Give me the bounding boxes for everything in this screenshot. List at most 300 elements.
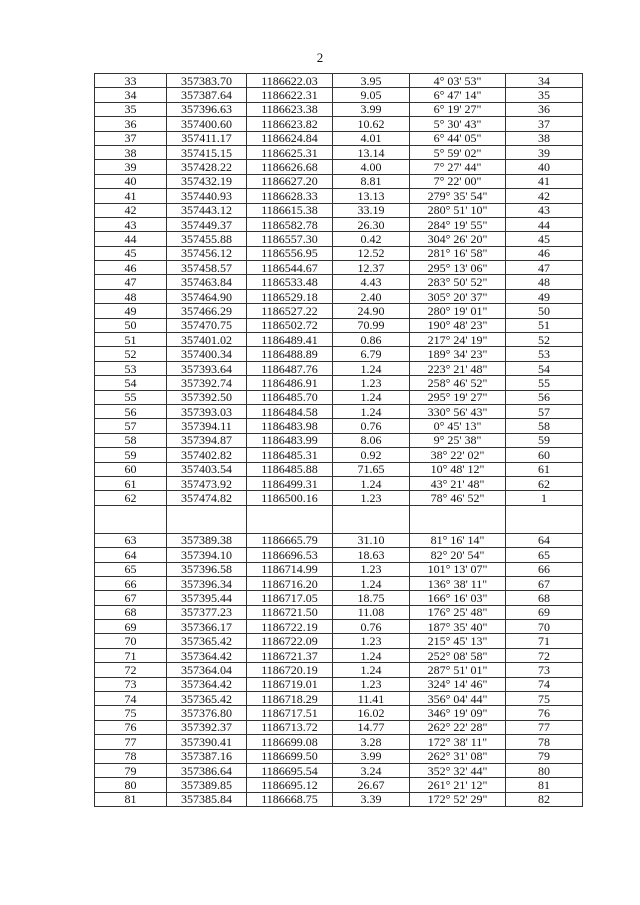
bearing-cell: 262° 31' 08" bbox=[410, 749, 506, 763]
point-number-cell: 50 bbox=[95, 318, 167, 332]
y-coordinate-cell: 1186557.30 bbox=[247, 232, 333, 246]
distance-cell: 26.30 bbox=[333, 217, 410, 231]
next-point-cell: 82 bbox=[506, 792, 583, 806]
distance-cell: 3.99 bbox=[333, 749, 410, 763]
point-number-cell: 63 bbox=[95, 533, 167, 547]
bearing-cell: 281° 16' 58" bbox=[410, 246, 506, 260]
point-number-cell: 51 bbox=[95, 333, 167, 347]
y-coordinate-cell: 1186722.19 bbox=[247, 620, 333, 634]
bearing-cell: 261° 21' 12" bbox=[410, 778, 506, 792]
x-coordinate-cell: 357415.15 bbox=[167, 145, 247, 159]
point-number-cell: 35 bbox=[95, 102, 167, 116]
next-point-cell: 55 bbox=[506, 376, 583, 390]
x-coordinate-cell: 357432.19 bbox=[167, 174, 247, 188]
point-number-cell: 59 bbox=[95, 448, 167, 462]
y-coordinate-cell: 1186625.31 bbox=[247, 145, 333, 159]
y-coordinate-cell: 1186483.99 bbox=[247, 433, 333, 447]
next-point-cell: 73 bbox=[506, 663, 583, 677]
table-row bbox=[95, 533, 583, 547]
next-point-cell: 80 bbox=[506, 763, 583, 777]
table-row bbox=[95, 261, 583, 275]
y-coordinate-cell: 1186720.19 bbox=[247, 663, 333, 677]
bearing-cell: 187° 35' 40" bbox=[410, 620, 506, 634]
point-number-cell: 69 bbox=[95, 620, 167, 634]
distance-cell: 12.52 bbox=[333, 246, 410, 260]
distance-cell: 2.40 bbox=[333, 289, 410, 303]
table-row bbox=[95, 376, 583, 390]
bearing-cell: 283° 50' 52" bbox=[410, 275, 506, 289]
distance-cell: 1.24 bbox=[333, 404, 410, 418]
next-point-cell: 54 bbox=[506, 361, 583, 375]
point-number-cell: 36 bbox=[95, 117, 167, 131]
point-number-cell: 43 bbox=[95, 217, 167, 231]
next-point-cell: 53 bbox=[506, 347, 583, 361]
table-row bbox=[95, 419, 583, 433]
y-coordinate-cell: 1186527.22 bbox=[247, 304, 333, 318]
bearing-cell: 5° 59' 02" bbox=[410, 145, 506, 159]
bearing-cell: 304° 26' 20" bbox=[410, 232, 506, 246]
next-point-cell: 52 bbox=[506, 333, 583, 347]
table-row bbox=[95, 448, 583, 462]
next-point-cell: 50 bbox=[506, 304, 583, 318]
next-point-cell: 69 bbox=[506, 605, 583, 619]
point-number-cell: 60 bbox=[95, 462, 167, 476]
table-row bbox=[95, 318, 583, 332]
x-coordinate-cell: 357389.38 bbox=[167, 533, 247, 547]
distance-cell: 0.86 bbox=[333, 333, 410, 347]
bearing-cell: 279° 35' 54" bbox=[410, 189, 506, 203]
table-row bbox=[95, 361, 583, 375]
next-point-cell: 59 bbox=[506, 433, 583, 447]
x-coordinate-cell: 357474.82 bbox=[167, 491, 247, 505]
table-row bbox=[95, 174, 583, 188]
distance-cell: 18.75 bbox=[333, 591, 410, 605]
x-coordinate-cell: 357376.80 bbox=[167, 706, 247, 720]
x-coordinate-cell: 357385.84 bbox=[167, 792, 247, 806]
table-row bbox=[95, 792, 583, 806]
bearing-cell: 4° 03' 53" bbox=[410, 74, 506, 88]
y-coordinate-cell: 1186668.75 bbox=[247, 792, 333, 806]
table-row bbox=[95, 189, 583, 203]
bearing-cell: 6° 44' 05" bbox=[410, 131, 506, 145]
distance-cell: 0.42 bbox=[333, 232, 410, 246]
distance-cell: 31.10 bbox=[333, 533, 410, 547]
table-row bbox=[95, 102, 583, 116]
point-number-cell: 74 bbox=[95, 692, 167, 706]
distance-cell: 3.39 bbox=[333, 792, 410, 806]
coordinates-table bbox=[94, 73, 583, 807]
distance-cell: 18.63 bbox=[333, 548, 410, 562]
next-point-cell: 34 bbox=[506, 74, 583, 88]
distance-cell bbox=[333, 505, 410, 533]
next-point-cell: 57 bbox=[506, 404, 583, 418]
table-row bbox=[95, 491, 583, 505]
x-coordinate-cell: 357393.03 bbox=[167, 404, 247, 418]
next-point-cell: 40 bbox=[506, 160, 583, 174]
y-coordinate-cell: 1186721.50 bbox=[247, 605, 333, 619]
next-point-cell: 46 bbox=[506, 246, 583, 260]
next-point-cell: 65 bbox=[506, 548, 583, 562]
page-number: 2 bbox=[316, 50, 324, 65]
y-coordinate-cell: 1186627.20 bbox=[247, 174, 333, 188]
next-point-cell: 39 bbox=[506, 145, 583, 159]
next-point-cell: 76 bbox=[506, 706, 583, 720]
point-number-cell: 37 bbox=[95, 131, 167, 145]
next-point-cell: 35 bbox=[506, 88, 583, 102]
point-number-cell: 78 bbox=[95, 749, 167, 763]
distance-cell: 24.90 bbox=[333, 304, 410, 318]
y-coordinate-cell: 1186623.82 bbox=[247, 117, 333, 131]
x-coordinate-cell: 357396.34 bbox=[167, 576, 247, 590]
point-number-cell: 39 bbox=[95, 160, 167, 174]
x-coordinate-cell: 357473.92 bbox=[167, 476, 247, 490]
point-number-cell: 58 bbox=[95, 433, 167, 447]
x-coordinate-cell: 357463.84 bbox=[167, 275, 247, 289]
x-coordinate-cell: 357401.02 bbox=[167, 333, 247, 347]
distance-cell: 0.76 bbox=[333, 419, 410, 433]
point-number-cell: 38 bbox=[95, 145, 167, 159]
distance-cell: 1.24 bbox=[333, 476, 410, 490]
y-coordinate-cell: 1186717.05 bbox=[247, 591, 333, 605]
point-number-cell: 45 bbox=[95, 246, 167, 260]
next-point-cell: 48 bbox=[506, 275, 583, 289]
point-number-cell: 56 bbox=[95, 404, 167, 418]
point-number-cell: 44 bbox=[95, 232, 167, 246]
bearing-cell: 346° 19' 09" bbox=[410, 706, 506, 720]
next-point-cell: 67 bbox=[506, 576, 583, 590]
distance-cell: 12.37 bbox=[333, 261, 410, 275]
y-coordinate-cell: 1186699.50 bbox=[247, 749, 333, 763]
x-coordinate-cell: 357364.42 bbox=[167, 648, 247, 662]
distance-cell: 3.95 bbox=[333, 74, 410, 88]
x-coordinate-cell: 357392.37 bbox=[167, 720, 247, 734]
y-coordinate-cell: 1186486.91 bbox=[247, 376, 333, 390]
x-coordinate-cell: 357464.90 bbox=[167, 289, 247, 303]
table-row bbox=[95, 289, 583, 303]
distance-cell: 0.92 bbox=[333, 448, 410, 462]
bearing-cell: 78° 46' 52" bbox=[410, 491, 506, 505]
distance-cell: 10.62 bbox=[333, 117, 410, 131]
bearing-cell: 189° 34' 23" bbox=[410, 347, 506, 361]
table-row bbox=[95, 605, 583, 619]
y-coordinate-cell: 1186533.48 bbox=[247, 275, 333, 289]
y-coordinate-cell bbox=[247, 505, 333, 533]
bearing-cell: 82° 20' 54" bbox=[410, 548, 506, 562]
distance-cell: 70.99 bbox=[333, 318, 410, 332]
distance-cell: 4.43 bbox=[333, 275, 410, 289]
bearing-cell: 43° 21' 48" bbox=[410, 476, 506, 490]
y-coordinate-cell: 1186487.76 bbox=[247, 361, 333, 375]
y-coordinate-cell: 1186713.72 bbox=[247, 720, 333, 734]
table-row bbox=[95, 548, 583, 562]
y-coordinate-cell: 1186615.38 bbox=[247, 203, 333, 217]
next-point-cell: 61 bbox=[506, 462, 583, 476]
table-row bbox=[95, 217, 583, 231]
point-number-cell: 61 bbox=[95, 476, 167, 490]
next-point-cell: 79 bbox=[506, 749, 583, 763]
distance-cell: 33.19 bbox=[333, 203, 410, 217]
distance-cell: 3.28 bbox=[333, 735, 410, 749]
y-coordinate-cell: 1186696.53 bbox=[247, 548, 333, 562]
y-coordinate-cell: 1186716.20 bbox=[247, 576, 333, 590]
x-coordinate-cell: 357456.12 bbox=[167, 246, 247, 260]
table-row bbox=[95, 749, 583, 763]
y-coordinate-cell: 1186721.37 bbox=[247, 648, 333, 662]
x-coordinate-cell: 357392.50 bbox=[167, 390, 247, 404]
x-coordinate-cell: 357400.34 bbox=[167, 347, 247, 361]
table-row bbox=[95, 591, 583, 605]
distance-cell: 9.05 bbox=[333, 88, 410, 102]
point-number-cell: 49 bbox=[95, 304, 167, 318]
x-coordinate-cell: 357393.64 bbox=[167, 361, 247, 375]
distance-cell: 3.99 bbox=[333, 102, 410, 116]
table-row bbox=[95, 74, 583, 88]
next-point-cell: 81 bbox=[506, 778, 583, 792]
distance-cell: 1.23 bbox=[333, 634, 410, 648]
x-coordinate-cell: 357366.17 bbox=[167, 620, 247, 634]
bearing-cell: 262° 22' 28" bbox=[410, 720, 506, 734]
y-coordinate-cell: 1186529.18 bbox=[247, 289, 333, 303]
point-number-cell: 76 bbox=[95, 720, 167, 734]
x-coordinate-cell: 357403.54 bbox=[167, 462, 247, 476]
y-coordinate-cell: 1186485.88 bbox=[247, 462, 333, 476]
table-row bbox=[95, 648, 583, 662]
table-row bbox=[95, 763, 583, 777]
x-coordinate-cell: 357411.17 bbox=[167, 131, 247, 145]
x-coordinate-cell: 357449.37 bbox=[167, 217, 247, 231]
distance-cell: 11.08 bbox=[333, 605, 410, 619]
next-point-cell: 74 bbox=[506, 677, 583, 691]
point-number-cell bbox=[95, 505, 167, 533]
bearing-cell: 252° 08' 58" bbox=[410, 648, 506, 662]
distance-cell: 1.24 bbox=[333, 663, 410, 677]
bearing-cell: 0° 45' 13" bbox=[410, 419, 506, 433]
y-coordinate-cell: 1186699.08 bbox=[247, 735, 333, 749]
x-coordinate-cell: 357365.42 bbox=[167, 692, 247, 706]
distance-cell: 8.81 bbox=[333, 174, 410, 188]
bearing-cell: 356° 04' 44" bbox=[410, 692, 506, 706]
table-row bbox=[95, 663, 583, 677]
distance-cell: 4.00 bbox=[333, 160, 410, 174]
next-point-cell: 78 bbox=[506, 735, 583, 749]
table-row bbox=[95, 433, 583, 447]
y-coordinate-cell: 1186626.68 bbox=[247, 160, 333, 174]
bearing-cell: 81° 16' 14" bbox=[410, 533, 506, 547]
bearing-cell: 38° 22' 02" bbox=[410, 448, 506, 462]
bearing-cell: 7° 22' 00" bbox=[410, 174, 506, 188]
next-point-cell: 58 bbox=[506, 419, 583, 433]
distance-cell: 6.79 bbox=[333, 347, 410, 361]
y-coordinate-cell: 1186485.70 bbox=[247, 390, 333, 404]
point-number-cell: 67 bbox=[95, 591, 167, 605]
point-number-cell: 72 bbox=[95, 663, 167, 677]
y-coordinate-cell: 1186500.16 bbox=[247, 491, 333, 505]
x-coordinate-cell: 357440.93 bbox=[167, 189, 247, 203]
table-row bbox=[95, 404, 583, 418]
distance-cell: 1.23 bbox=[333, 491, 410, 505]
bearing-cell: 166° 16' 03" bbox=[410, 591, 506, 605]
x-coordinate-cell: 357365.42 bbox=[167, 634, 247, 648]
bearing-cell: 280° 19' 01" bbox=[410, 304, 506, 318]
table-row bbox=[95, 131, 583, 145]
bearing-cell: 324° 14' 46" bbox=[410, 677, 506, 691]
point-number-cell: 40 bbox=[95, 174, 167, 188]
point-number-cell: 81 bbox=[95, 792, 167, 806]
bearing-cell: 295° 19' 27" bbox=[410, 390, 506, 404]
y-coordinate-cell: 1186624.84 bbox=[247, 131, 333, 145]
x-coordinate-cell: 357389.85 bbox=[167, 778, 247, 792]
bearing-cell bbox=[410, 505, 506, 533]
y-coordinate-cell: 1186718.29 bbox=[247, 692, 333, 706]
point-number-cell: 73 bbox=[95, 677, 167, 691]
point-number-cell: 79 bbox=[95, 763, 167, 777]
bearing-cell: 305° 20' 37" bbox=[410, 289, 506, 303]
distance-cell: 1.23 bbox=[333, 562, 410, 576]
bearing-cell: 258° 46' 52" bbox=[410, 376, 506, 390]
point-number-cell: 62 bbox=[95, 491, 167, 505]
bearing-cell: 330° 56' 43" bbox=[410, 404, 506, 418]
next-point-cell: 56 bbox=[506, 390, 583, 404]
y-coordinate-cell: 1186628.33 bbox=[247, 189, 333, 203]
next-point-cell: 77 bbox=[506, 720, 583, 734]
bearing-cell: 6° 47' 14" bbox=[410, 88, 506, 102]
distance-cell: 1.23 bbox=[333, 677, 410, 691]
point-number-cell: 47 bbox=[95, 275, 167, 289]
y-coordinate-cell: 1186485.31 bbox=[247, 448, 333, 462]
y-coordinate-cell: 1186623.38 bbox=[247, 102, 333, 116]
bearing-cell: 287° 51' 01" bbox=[410, 663, 506, 677]
next-point-cell: 68 bbox=[506, 591, 583, 605]
x-coordinate-cell: 357470.75 bbox=[167, 318, 247, 332]
table-row bbox=[95, 304, 583, 318]
x-coordinate-cell: 357400.60 bbox=[167, 117, 247, 131]
y-coordinate-cell: 1186695.12 bbox=[247, 778, 333, 792]
bearing-cell: 9° 25' 38" bbox=[410, 433, 506, 447]
x-coordinate-cell: 357458.57 bbox=[167, 261, 247, 275]
point-number-cell: 71 bbox=[95, 648, 167, 662]
y-coordinate-cell: 1186483.98 bbox=[247, 419, 333, 433]
point-number-cell: 53 bbox=[95, 361, 167, 375]
point-number-cell: 42 bbox=[95, 203, 167, 217]
x-coordinate-cell: 357364.42 bbox=[167, 677, 247, 691]
point-number-cell: 70 bbox=[95, 634, 167, 648]
next-point-cell: 47 bbox=[506, 261, 583, 275]
x-coordinate-cell: 357396.58 bbox=[167, 562, 247, 576]
distance-cell: 26.67 bbox=[333, 778, 410, 792]
x-coordinate-cell: 357377.23 bbox=[167, 605, 247, 619]
table-row bbox=[95, 576, 583, 590]
distance-cell: 13.13 bbox=[333, 189, 410, 203]
bearing-cell: 7° 27' 44" bbox=[410, 160, 506, 174]
distance-cell: 14.77 bbox=[333, 720, 410, 734]
y-coordinate-cell: 1186665.79 bbox=[247, 533, 333, 547]
distance-cell: 1.24 bbox=[333, 648, 410, 662]
x-coordinate-cell: 357387.64 bbox=[167, 88, 247, 102]
distance-cell: 1.24 bbox=[333, 576, 410, 590]
point-number-cell: 75 bbox=[95, 706, 167, 720]
next-point-cell: 42 bbox=[506, 189, 583, 203]
y-coordinate-cell: 1186719.01 bbox=[247, 677, 333, 691]
table-row bbox=[95, 735, 583, 749]
bearing-cell: 172° 38' 11" bbox=[410, 735, 506, 749]
x-coordinate-cell: 357466.29 bbox=[167, 304, 247, 318]
y-coordinate-cell: 1186489.41 bbox=[247, 333, 333, 347]
next-point-cell: 66 bbox=[506, 562, 583, 576]
bearing-cell: 280° 51' 10" bbox=[410, 203, 506, 217]
bearing-cell: 223° 21' 48" bbox=[410, 361, 506, 375]
next-point-cell: 64 bbox=[506, 533, 583, 547]
point-number-cell: 52 bbox=[95, 347, 167, 361]
next-point-cell: 62 bbox=[506, 476, 583, 490]
next-point-cell: 51 bbox=[506, 318, 583, 332]
table-row bbox=[95, 88, 583, 102]
y-coordinate-cell: 1186722.09 bbox=[247, 634, 333, 648]
x-coordinate-cell: 357394.11 bbox=[167, 419, 247, 433]
bearing-cell: 295° 13' 06" bbox=[410, 261, 506, 275]
y-coordinate-cell: 1186622.03 bbox=[247, 74, 333, 88]
table-row bbox=[95, 677, 583, 691]
next-point-cell: 37 bbox=[506, 117, 583, 131]
y-coordinate-cell: 1186499.31 bbox=[247, 476, 333, 490]
bearing-cell: 101° 13' 07" bbox=[410, 562, 506, 576]
next-point-cell: 60 bbox=[506, 448, 583, 462]
y-coordinate-cell: 1186582.78 bbox=[247, 217, 333, 231]
bearing-cell: 190° 48' 23" bbox=[410, 318, 506, 332]
x-coordinate-cell: 357395.44 bbox=[167, 591, 247, 605]
x-coordinate-cell: 357443.12 bbox=[167, 203, 247, 217]
next-point-cell: 44 bbox=[506, 217, 583, 231]
point-number-cell: 57 bbox=[95, 419, 167, 433]
point-number-cell: 68 bbox=[95, 605, 167, 619]
next-point-cell bbox=[506, 505, 583, 533]
table-row bbox=[95, 476, 583, 490]
x-coordinate-cell: 357396.63 bbox=[167, 102, 247, 116]
next-point-cell: 49 bbox=[506, 289, 583, 303]
table-row bbox=[95, 275, 583, 289]
distance-cell: 1.24 bbox=[333, 361, 410, 375]
point-number-cell: 33 bbox=[95, 74, 167, 88]
table-row bbox=[95, 232, 583, 246]
bearing-cell: 136° 38' 11" bbox=[410, 576, 506, 590]
table-row bbox=[95, 634, 583, 648]
distance-cell: 3.24 bbox=[333, 763, 410, 777]
table-row bbox=[95, 620, 583, 634]
y-coordinate-cell: 1186622.31 bbox=[247, 88, 333, 102]
next-point-cell: 36 bbox=[506, 102, 583, 116]
bearing-cell: 10° 48' 12" bbox=[410, 462, 506, 476]
distance-cell: 71.65 bbox=[333, 462, 410, 476]
x-coordinate-cell: 357386.64 bbox=[167, 763, 247, 777]
distance-cell: 8.06 bbox=[333, 433, 410, 447]
point-number-cell: 41 bbox=[95, 189, 167, 203]
bearing-cell: 284° 19' 55" bbox=[410, 217, 506, 231]
x-coordinate-cell: 357390.41 bbox=[167, 735, 247, 749]
x-coordinate-cell: 357364.04 bbox=[167, 663, 247, 677]
table-row bbox=[95, 160, 583, 174]
table-row bbox=[95, 505, 583, 533]
table-row bbox=[95, 706, 583, 720]
x-coordinate-cell: 357455.88 bbox=[167, 232, 247, 246]
distance-cell: 0.76 bbox=[333, 620, 410, 634]
next-point-cell: 70 bbox=[506, 620, 583, 634]
y-coordinate-cell: 1186488.89 bbox=[247, 347, 333, 361]
y-coordinate-cell: 1186695.54 bbox=[247, 763, 333, 777]
y-coordinate-cell: 1186717.51 bbox=[247, 706, 333, 720]
next-point-cell: 41 bbox=[506, 174, 583, 188]
table-row bbox=[95, 562, 583, 576]
next-point-cell: 75 bbox=[506, 692, 583, 706]
x-coordinate-cell bbox=[167, 505, 247, 533]
